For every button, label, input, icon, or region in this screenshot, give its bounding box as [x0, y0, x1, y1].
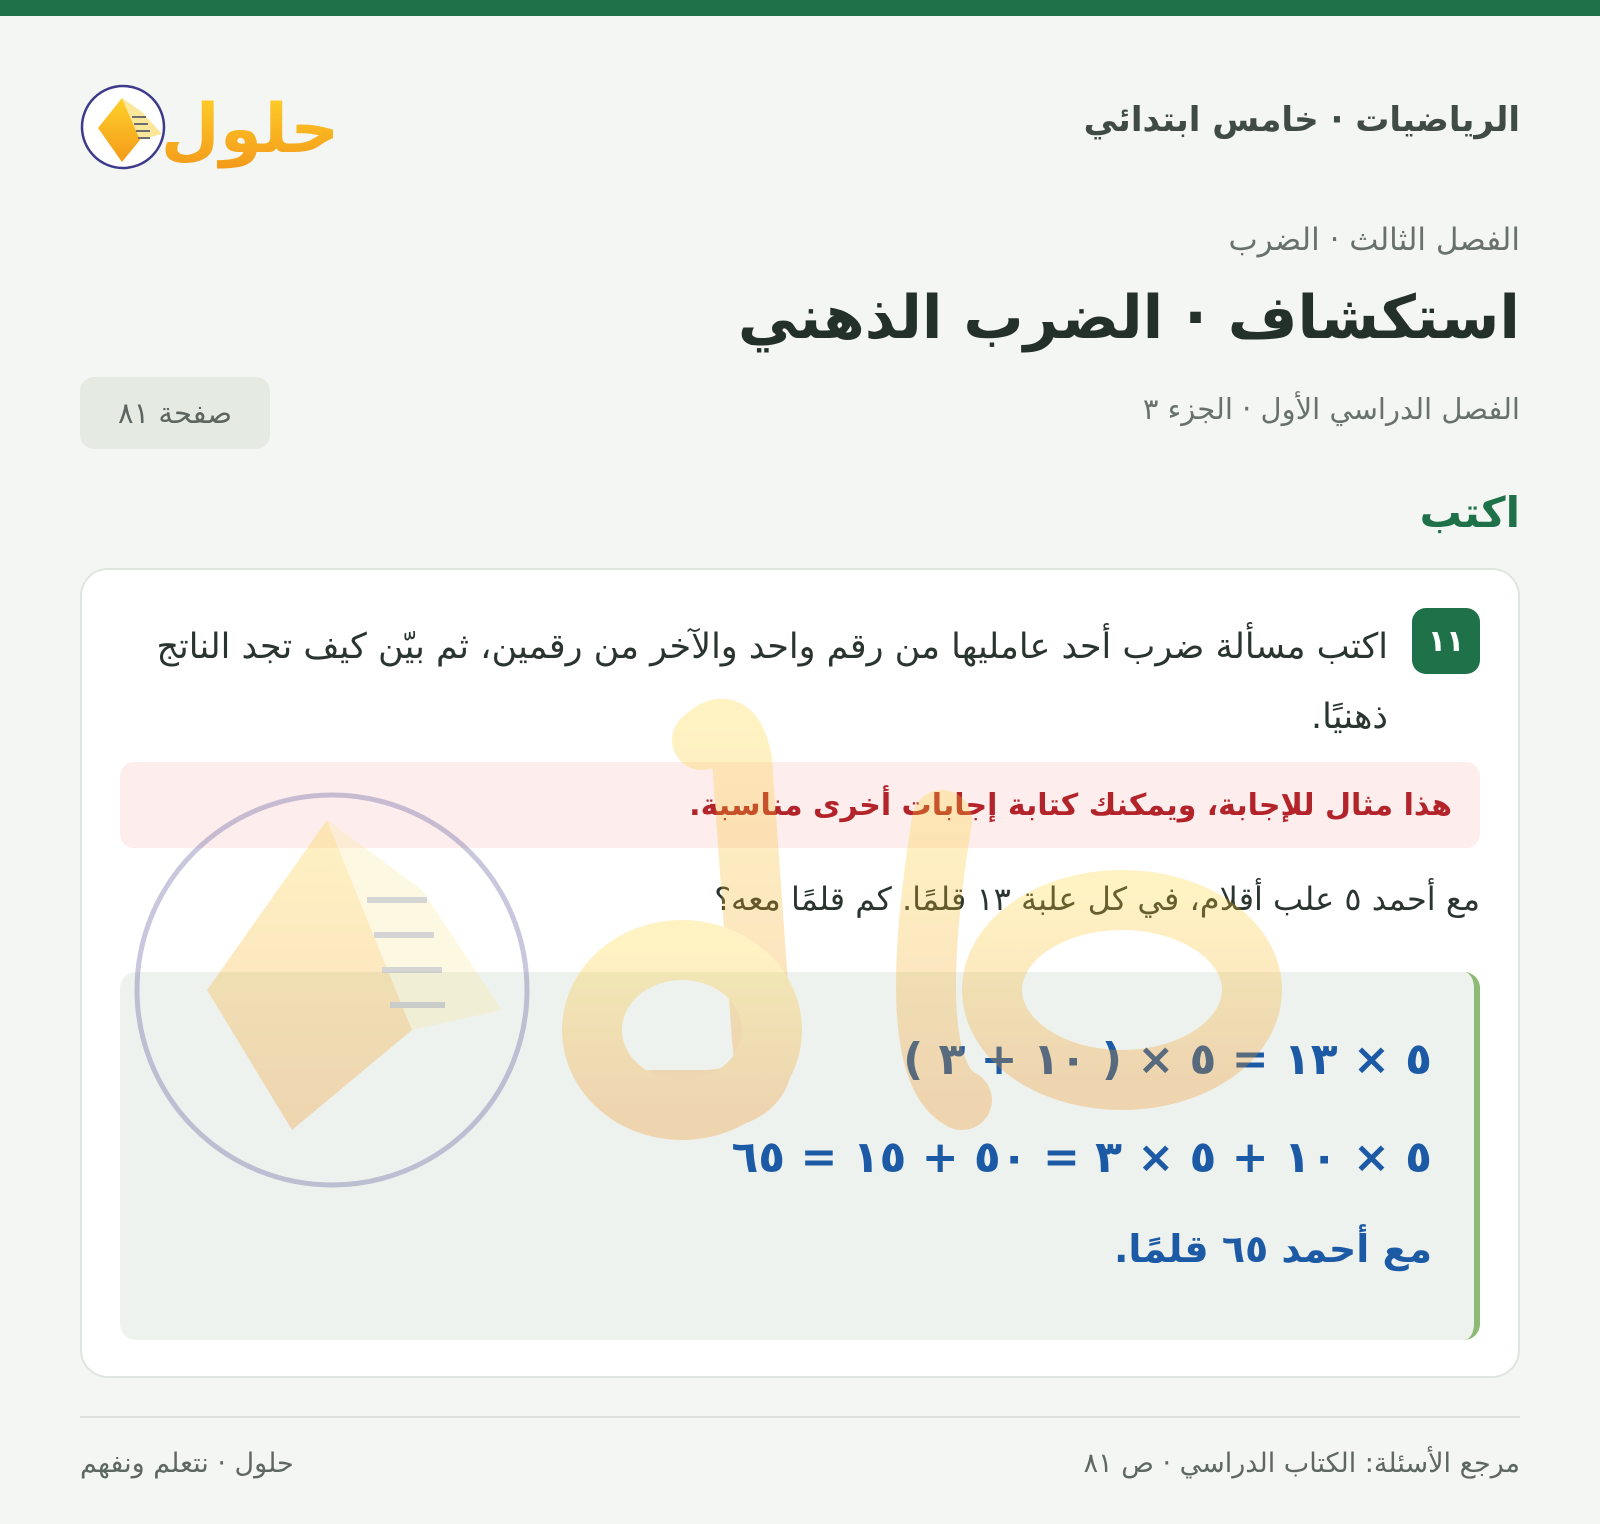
answer-line-3: مع أحمد ٦٥ قلمًا. — [1114, 1227, 1432, 1271]
question-card — [80, 568, 1520, 1378]
question-text: اكتب مسألة ضرب أحد عامليها من رقم واحد والآخر من رقمين، ثم بيّن كيف تجد الناتج ذهنيًا. — [156, 627, 1388, 737]
hulool-logo[interactable] — [80, 70, 360, 185]
top-accent-bar — [0, 0, 1600, 16]
footer-divider — [80, 1416, 1520, 1418]
answer-line-2: ٥ × ١٠ + ٥ × ٣ = ٥٠ + ١٥ = ٦٥ — [731, 1132, 1432, 1183]
sample-answer-note: هذا مثال للإجابة، ويمكنك كتابة إجابات أخرى مناسبة. — [120, 762, 1480, 848]
footer-brand: حلول · نتعلم ونفهم — [80, 1448, 294, 1479]
logo-wordmark: حلول — [160, 90, 340, 169]
section-heading: اكتب — [1419, 488, 1520, 537]
word-problem: مع أحمد ٥ علب أقلام، في كل علبة ١٣ قلمًا. كم قلمًا معه؟ — [714, 880, 1480, 918]
page-title: استكشاف · الضرب الذهني — [737, 283, 1520, 353]
term-label: الفصل الدراسي الأول · الجزء ٣ — [1142, 392, 1520, 426]
answer-box — [120, 972, 1480, 1340]
breadcrumb: الفصل الثالث · الضرب — [1228, 222, 1520, 258]
page-number-badge: صفحة ٨١ — [80, 377, 270, 449]
answer-line-1: ٥ × ١٣ = ٥ × ( ١٠ + ٣ ) — [903, 1034, 1432, 1085]
subject-title: الرياضيات · خامس ابتدائي — [1083, 100, 1520, 140]
footer-reference: مرجع الأسئلة: الكتاب الدراسي · ص ٨١ — [1083, 1448, 1520, 1479]
question-number-badge: ١١ — [1412, 608, 1480, 674]
page-header — [80, 70, 1520, 185]
